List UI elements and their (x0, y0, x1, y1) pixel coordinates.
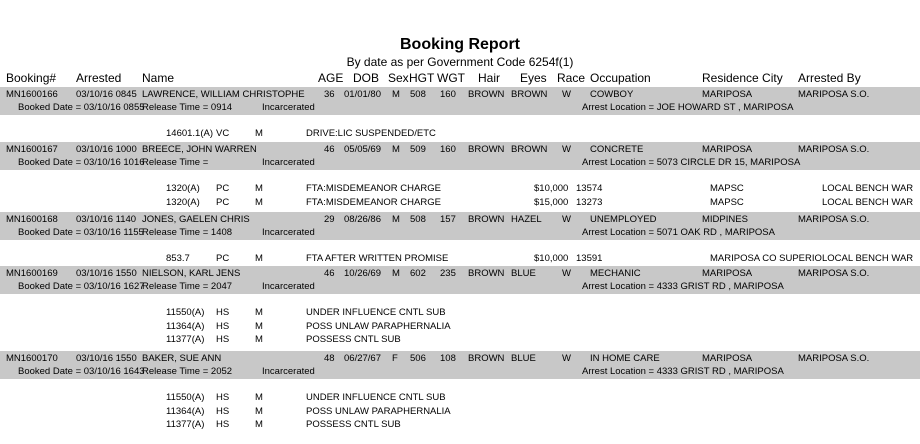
booking-booking: MN1600168 (6, 214, 58, 225)
booking-eyes: BLUE (511, 353, 536, 364)
charge-desc: POSS UNLAW PARAPHERNALIA (306, 320, 451, 332)
booking-dob: 06/27/67 (344, 353, 381, 364)
column-header: WGT (437, 71, 465, 85)
booking-row (0, 143, 920, 156)
charge-row (0, 391, 920, 404)
charge-code: 11550(A) (166, 307, 205, 318)
booking-hair: BROWN (468, 214, 505, 225)
charge-level: M (255, 405, 263, 417)
charge-level: M (255, 253, 263, 264)
charge-code: 11550(A) (166, 392, 205, 403)
charge-level: M (255, 334, 263, 345)
booking-hgt: 506 (410, 353, 426, 364)
booking-arrested-by: MARIPOSA S.O. (798, 214, 870, 225)
charge-row (0, 127, 920, 140)
report-title: Booking Report (400, 36, 520, 53)
booking-eyes: BLUE (511, 268, 536, 279)
booking-dob: 05/05/69 (344, 144, 381, 155)
column-header: Race (557, 71, 586, 85)
booking-eyes: BROWN (511, 144, 548, 155)
booking-wgt: 108 (440, 353, 456, 364)
booking-city: MIDPINES (702, 214, 748, 225)
booking-occupation: MECHANIC (590, 268, 641, 279)
booking-hgt: 508 (410, 89, 426, 100)
charge-bail: $15,000 (534, 196, 569, 208)
booking-detail-row (0, 156, 920, 169)
charge-bail: $10,000 (534, 183, 569, 194)
booking-release: Release Time = (142, 157, 209, 168)
charge-row (0, 405, 920, 418)
booking-arrested-by: MARIPOSA S.O. (798, 89, 870, 100)
booking-row (0, 213, 920, 226)
booking-detail-row (0, 280, 920, 293)
charge-row (0, 196, 920, 209)
charge-desc: UNDER INFLUENCE CNTL SUB (306, 392, 446, 403)
booking-age: 36 (324, 89, 335, 100)
booking-location: Arrest Location = 4333 GRIST RD , MARIPOSA (582, 366, 784, 377)
booking-hgt: 509 (410, 144, 426, 155)
charge-desc: POSSESS CNTL SUB (306, 334, 401, 345)
booking-hair: BROWN (468, 353, 505, 364)
booking-booked: Booked Date = 03/10/16 1627 (18, 281, 145, 292)
booking-arrested: 03/10/16 1000 (76, 144, 137, 155)
column-header: Sex (388, 71, 409, 85)
charge-code: 1320(A) (166, 183, 200, 194)
booking-sex: M (392, 268, 400, 279)
charge-type: VC (216, 128, 230, 139)
booking-city: MARIPOSA (702, 268, 753, 279)
booking-hair: BROWN (468, 89, 505, 100)
booking-hair: BROWN (468, 144, 505, 155)
booking-location: Arrest Location = 5073 CIRCLE DR 15, MARIPOSA (582, 157, 801, 168)
charge-desc: POSSESS CNTL SUB (306, 419, 401, 430)
charge-row (0, 333, 920, 346)
charge-desc: FTA:MISDEMEANOR CHARGE (306, 196, 441, 208)
booking-wgt: 235 (440, 268, 456, 279)
booking-booked: Booked Date = 03/10/16 1155 (18, 227, 144, 238)
charge-code: 11377(A) (166, 334, 205, 345)
booking-name: NIELSON, KARL JENS (142, 268, 241, 279)
booking-row (0, 352, 920, 365)
charge-agency: MAPSC (710, 196, 744, 208)
booking-race: W (562, 144, 571, 155)
booking-wgt: 160 (440, 89, 456, 100)
booking-release: Release Time = 0914 (142, 102, 233, 113)
booking-detail-row (0, 226, 920, 239)
report-subtitle: By date as per Government Code 6254f(1) (346, 55, 574, 69)
booking-city: MARIPOSA (702, 89, 753, 100)
booking-release: Release Time = 1408 (142, 227, 233, 238)
column-header: Residence City (702, 71, 783, 85)
charge-type: HS (216, 320, 230, 332)
booking-race: W (562, 214, 571, 225)
booking-occupation: UNEMPLOYED (590, 214, 657, 225)
booking-location: Arrest Location = JOE HOWARD ST , MARIPOSA (582, 102, 794, 113)
booking-status: Incarcerated (262, 102, 315, 113)
charge-type: PC (216, 183, 230, 194)
charge-warrant: 13591 (576, 253, 603, 264)
charge-desc: POSS UNLAW PARAPHERNALIA (306, 405, 451, 417)
booking-eyes: HAZEL (511, 214, 542, 225)
column-header: DOB (353, 71, 380, 85)
booking-booking: MN1600170 (6, 353, 58, 364)
booking-status: Incarcerated (262, 281, 315, 292)
booking-wgt: 157 (440, 214, 456, 225)
charge-warrant: 13273 (576, 196, 603, 208)
booking-sex: F (392, 353, 398, 364)
charge-level: M (255, 392, 263, 403)
booking-sex: M (392, 214, 400, 225)
booking-booking: MN1600169 (6, 268, 58, 279)
charge-level: M (255, 307, 263, 318)
booking-status: Incarcerated (262, 157, 315, 168)
column-header-row (0, 71, 920, 85)
booking-sex: M (392, 144, 400, 155)
booking-arrested: 03/10/16 1140 (76, 214, 137, 225)
charge-desc: FTA:MISDEMEANOR CHARGE (306, 183, 441, 194)
charge-desc: FTA AFTER WRITTEN PROMISE (306, 253, 449, 264)
charge-court: LOCAL BENCH WAR (822, 183, 914, 194)
charge-type: HS (216, 419, 230, 430)
charge-type: HS (216, 405, 230, 417)
booking-hgt: 602 (410, 268, 426, 279)
charge-code: 1320(A) (166, 196, 200, 208)
charge-court: LOCAL BENCH WAR (822, 253, 914, 264)
charge-level: M (255, 196, 263, 208)
booking-status: Incarcerated (262, 366, 315, 377)
booking-name: BREECE, JOHN WARREN (142, 144, 257, 155)
booking-booked: Booked Date = 03/10/16 0855 (18, 102, 145, 113)
booking-hair: BROWN (468, 268, 505, 279)
column-header: Hair (478, 71, 501, 85)
column-header: AGE (318, 71, 344, 85)
booking-wgt: 160 (440, 144, 456, 155)
booking-age: 48 (324, 353, 335, 364)
booking-eyes: BROWN (511, 89, 548, 100)
booking-occupation: COWBOY (590, 89, 634, 100)
charge-code: 11377(A) (166, 419, 205, 430)
charge-row (0, 418, 920, 431)
booking-booking: MN1600167 (6, 144, 58, 155)
booking-dob: 01/01/80 (344, 89, 381, 100)
booking-age: 46 (324, 144, 335, 155)
charge-row (0, 252, 920, 265)
booking-race: W (562, 89, 571, 100)
booking-city: MARIPOSA (702, 353, 753, 364)
booking-race: W (562, 353, 571, 364)
column-header: Booking# (6, 71, 57, 85)
charge-desc: UNDER INFLUENCE CNTL SUB (306, 307, 446, 318)
charge-agency: MAPSC (710, 183, 744, 194)
booking-arrested: 03/10/16 0845 (76, 89, 137, 100)
charge-type: PC (216, 253, 230, 264)
booking-release: Release Time = 2047 (142, 281, 233, 292)
booking-release: Release Time = 2052 (142, 366, 233, 377)
charge-row (0, 182, 920, 195)
booking-name: JONES, GAELEN CHRIS (142, 214, 250, 225)
booking-detail-row (0, 365, 920, 378)
charge-row (0, 306, 920, 319)
booking-name: BAKER, SUE ANN (142, 353, 222, 364)
column-header: Occupation (590, 71, 651, 85)
booking-arrested-by: MARIPOSA S.O. (798, 144, 870, 155)
booking-arrested: 03/10/16 1550 (76, 353, 137, 364)
column-header: Eyes (520, 71, 547, 85)
charge-type: PC (216, 196, 230, 208)
booking-row (0, 267, 920, 280)
booking-arrested-by: MARIPOSA S.O. (798, 353, 870, 364)
booking-arrested: 03/10/16 1550 (76, 268, 137, 279)
booking-location: Arrest Location = 4333 GRIST RD , MARIPOSA (582, 281, 784, 292)
charge-bail: $10,000 (534, 253, 569, 264)
booking-arrested-by: MARIPOSA S.O. (798, 268, 870, 279)
charge-code: 14601.1(A) (166, 128, 214, 139)
charge-warrant: 13574 (576, 183, 603, 194)
booking-booking: MN1600166 (6, 89, 58, 100)
booking-location: Arrest Location = 5071 OAK RD , MARIPOSA (582, 227, 775, 238)
charge-level: M (255, 419, 263, 430)
booking-race: W (562, 268, 571, 279)
booking-status: Incarcerated (262, 227, 315, 238)
charge-code: 853.7 (166, 253, 190, 264)
booking-row (0, 88, 920, 101)
booking-age: 46 (324, 268, 335, 279)
column-header: Arrested By (798, 71, 861, 85)
charge-row (0, 320, 920, 333)
charge-type: HS (216, 334, 230, 345)
booking-dob: 08/26/86 (344, 214, 381, 225)
booking-booked: Booked Date = 03/10/16 1016 (18, 157, 145, 168)
charge-level: M (255, 128, 263, 139)
charge-level: M (255, 183, 263, 194)
charge-agency: MARIPOSA CO SUPERIO (710, 253, 822, 264)
booking-name: LAWRENCE, WILLIAM CHRISTOPHE (142, 89, 305, 100)
booking-sex: M (392, 89, 400, 100)
charge-level: M (255, 320, 263, 332)
charge-desc: DRIVE:LIC SUSPENDED/ETC (306, 128, 436, 139)
booking-booked: Booked Date = 03/10/16 1643 (18, 366, 145, 377)
column-header: Name (142, 71, 175, 85)
booking-occupation: IN HOME CARE (590, 353, 660, 364)
charge-code: 11364(A) (166, 405, 205, 417)
booking-age: 29 (324, 214, 335, 225)
booking-occupation: CONCRETE (590, 144, 644, 155)
booking-detail-row (0, 101, 920, 114)
column-header: Arrested (76, 71, 122, 85)
column-header: HGT (409, 71, 435, 85)
booking-city: MARIPOSA (702, 144, 753, 155)
booking-dob: 10/26/69 (344, 268, 381, 279)
charge-court: LOCAL BENCH WAR (822, 196, 914, 208)
charge-code: 11364(A) (166, 320, 205, 332)
charge-type: HS (216, 307, 230, 318)
charge-type: HS (216, 392, 230, 403)
booking-hgt: 508 (410, 214, 426, 225)
